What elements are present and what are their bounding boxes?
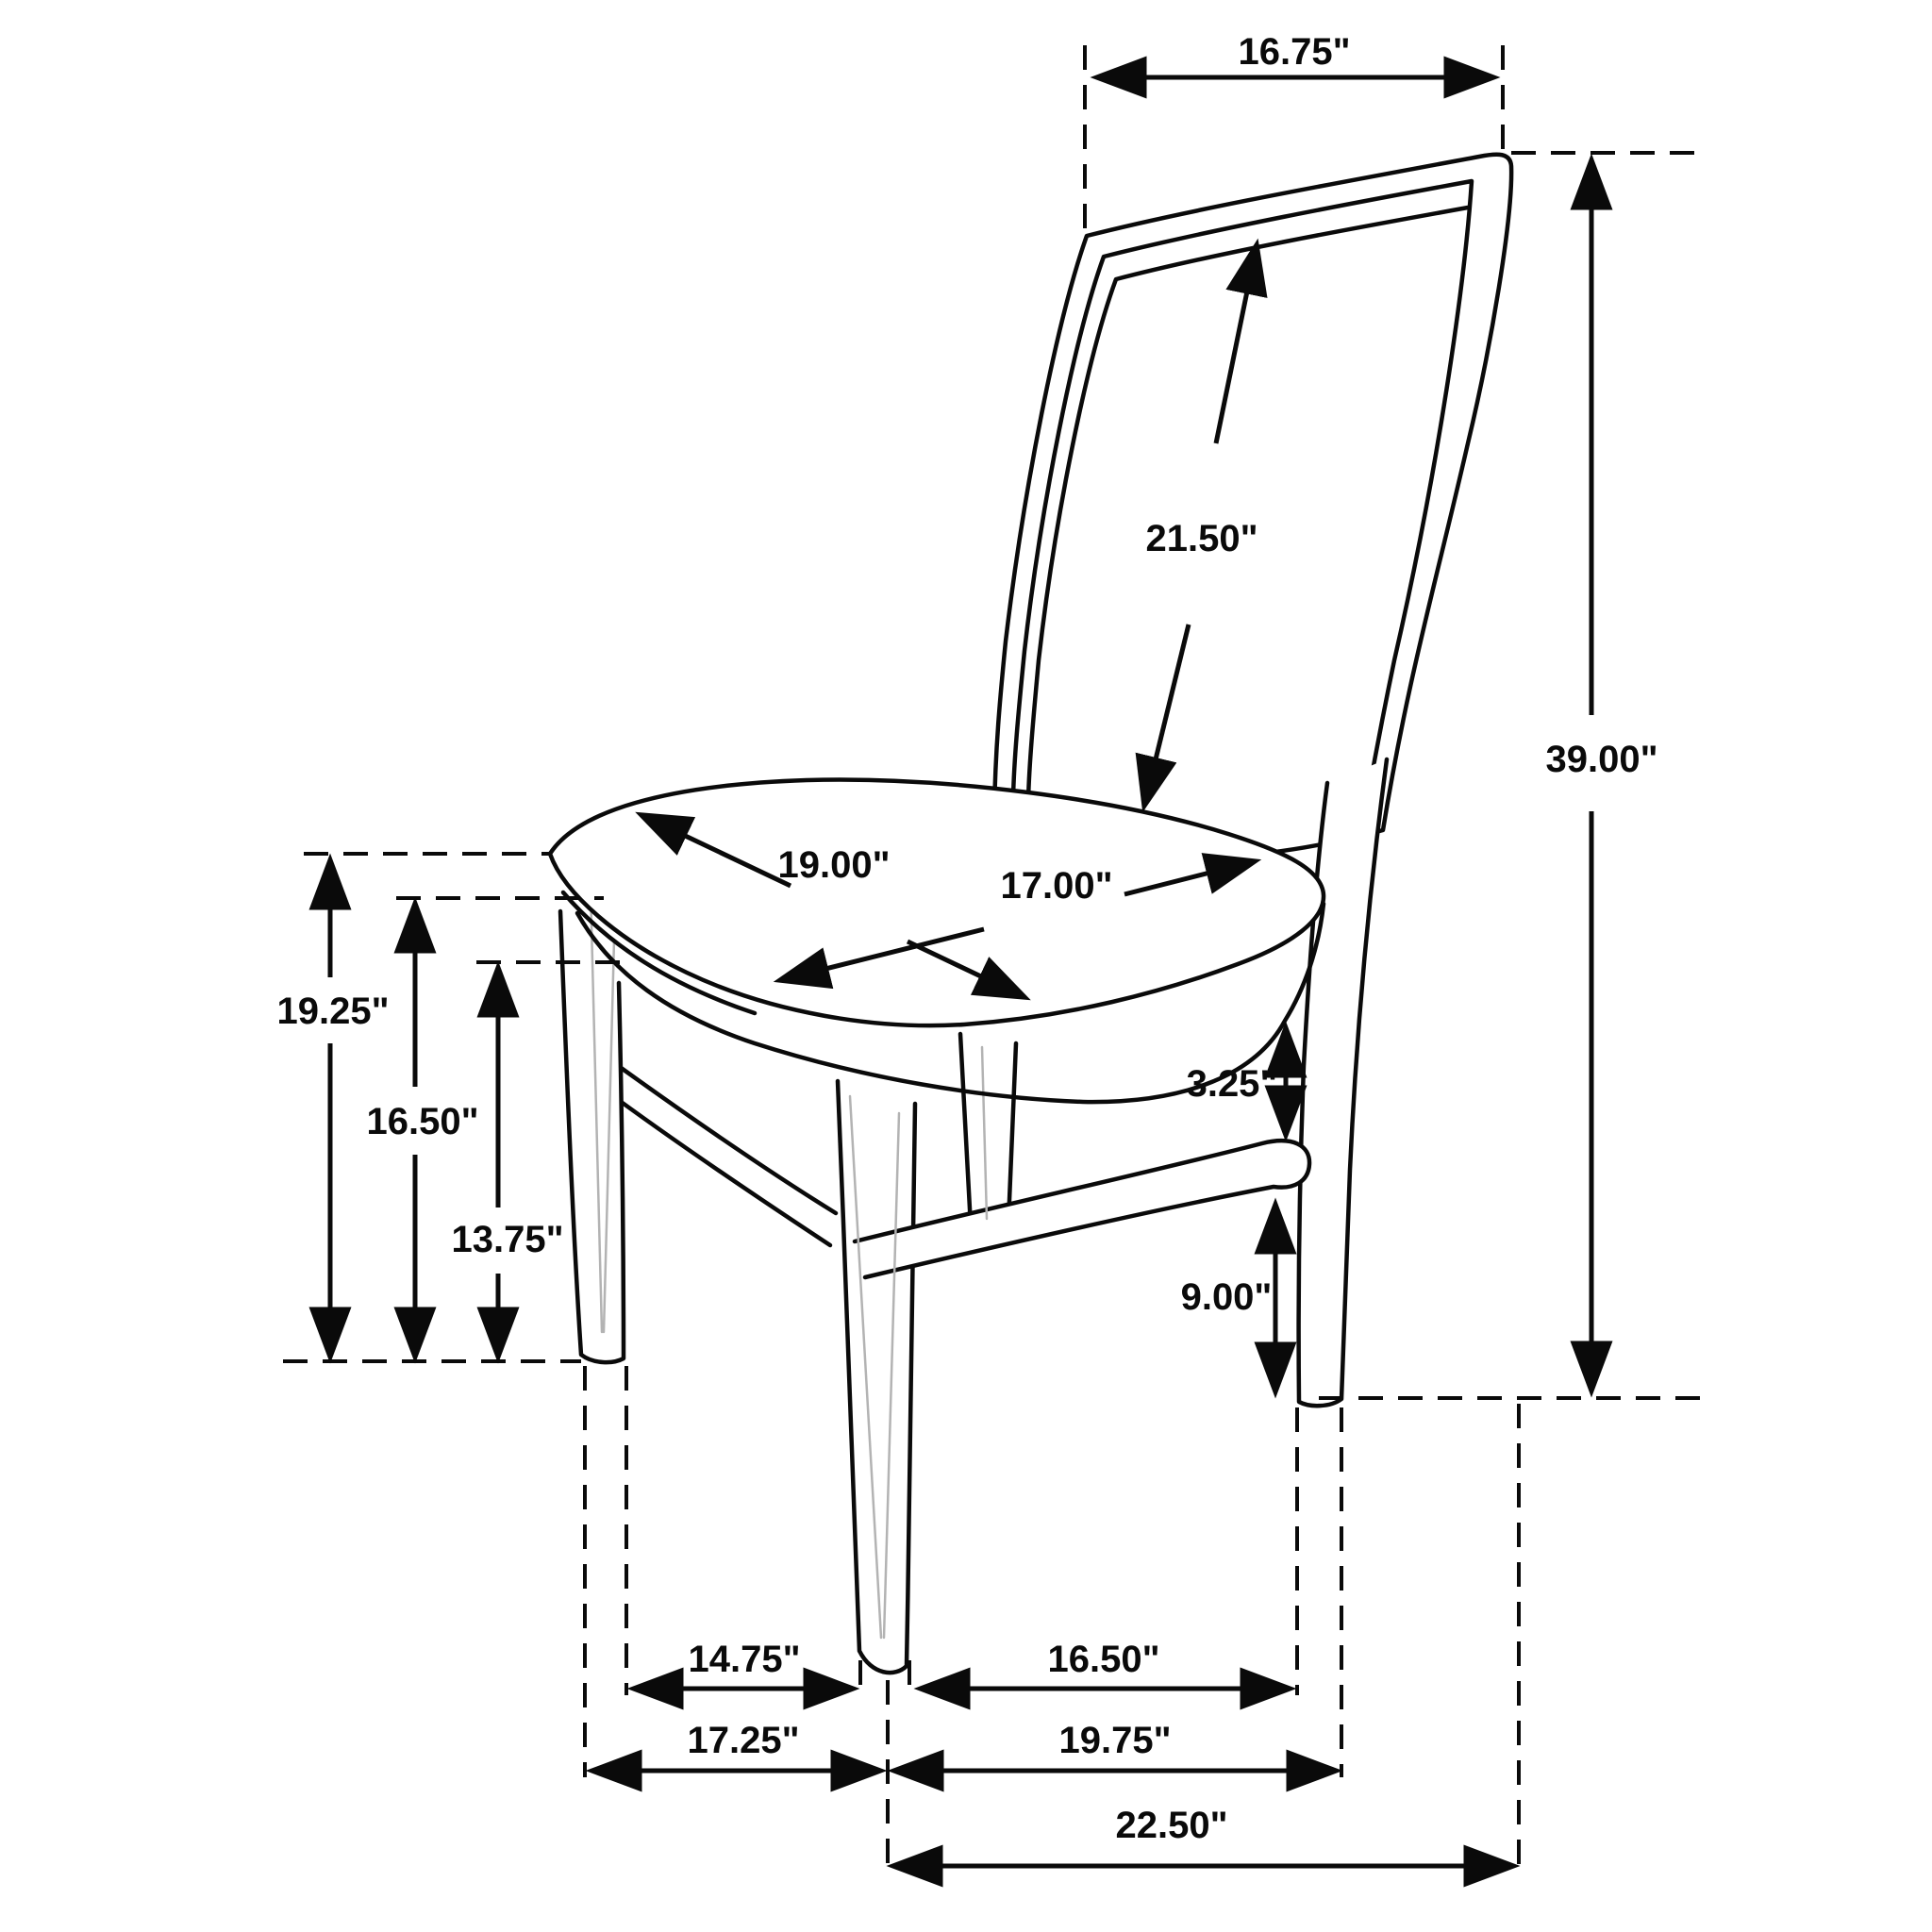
dim-overall-height-label: 39.00" [1545, 739, 1658, 780]
chair-drawing [550, 155, 1511, 1673]
dim-floor-to-apron-top-label: 16.50" [366, 1101, 479, 1142]
dim-stretcher-to-floor-label: 9.00" [1180, 1276, 1273, 1318]
chair-rear-left-leg [960, 1034, 1016, 1226]
chair-front-stretcher [606, 1062, 836, 1245]
chair-front-right-leg [838, 1081, 915, 1673]
dim-floor-to-seat-label: 19.25" [276, 991, 390, 1032]
dim-rear-inner-depth-label: 16.50" [1047, 1639, 1160, 1680]
dim-rear-outer-depth-label: 19.75" [1058, 1720, 1172, 1761]
ext-bottom-spans [585, 1366, 1519, 1872]
dim-overall-depth-label: 22.50" [1115, 1805, 1228, 1846]
chair-rear-right-leg [1299, 759, 1387, 1406]
dim-back-height-label: 21.50" [1145, 518, 1258, 559]
dim-apron-to-stretcher-label: 3.25" [1186, 1063, 1278, 1105]
dim-legs-inner-depth-label: 14.75" [688, 1639, 801, 1680]
dim-seat-depth-label: 19.00" [777, 844, 891, 886]
dim-seat-width-label: 17.00" [1000, 865, 1113, 907]
chair-side-stretcher [855, 1141, 1309, 1277]
dim-top-width-label: 16.75" [1238, 31, 1351, 73]
dim-front-outer-depth-label: 17.25" [687, 1720, 800, 1761]
dim-floor-to-apron-bottom-label: 13.75" [451, 1219, 564, 1260]
